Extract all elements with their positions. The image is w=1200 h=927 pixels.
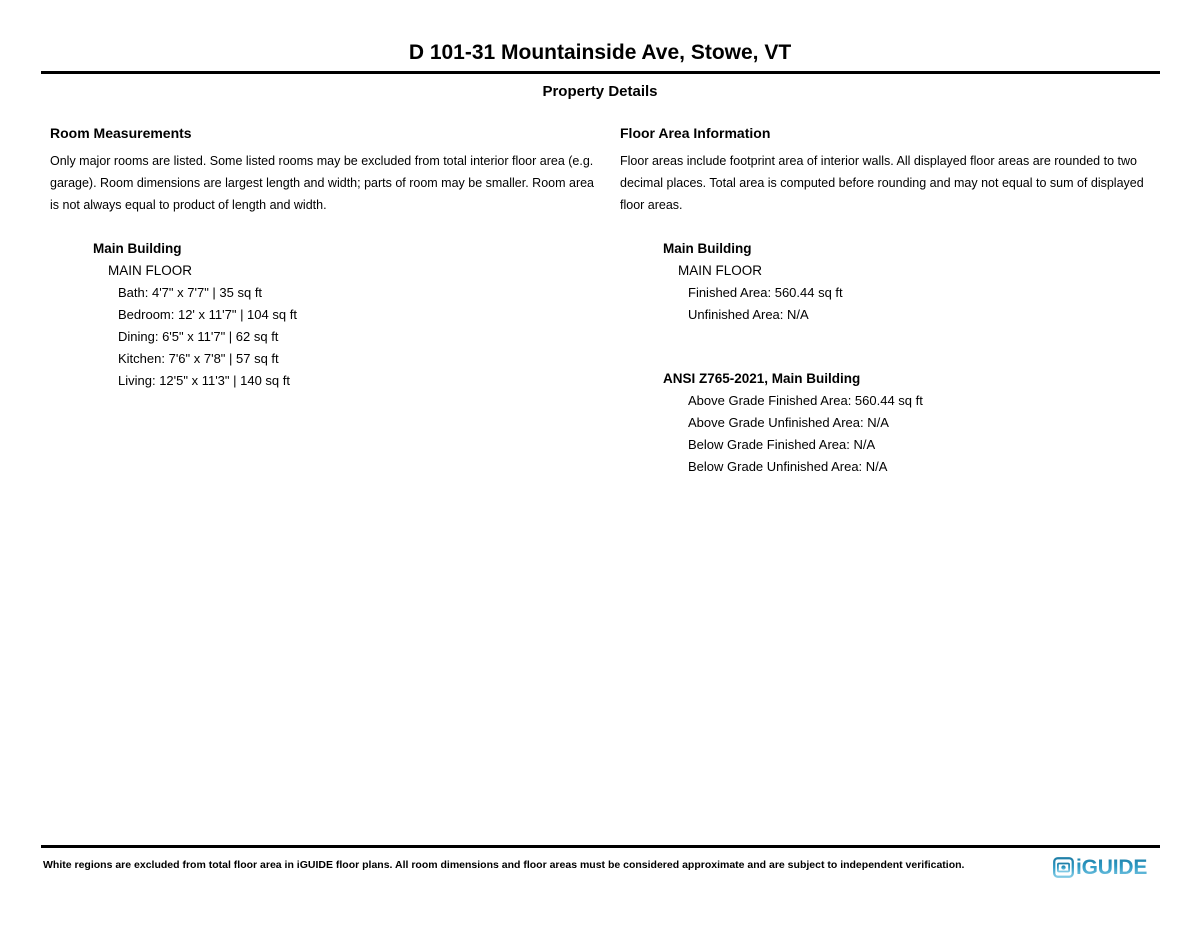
iguide-mark-icon (1053, 857, 1074, 878)
room-measurements-heading: Room Measurements (50, 125, 192, 141)
floor-area-column (620, 124, 1165, 478)
room-measurements-column (50, 124, 595, 392)
floor-area-building-group (620, 238, 1165, 326)
room-measurements-note: Only major rooms are listed. Some listed rooms may be excluded from total interior floor area (e.g. garage). Room dimensions are largest length and width; parts of room may be smaller. Room area is not always equal to product of length and width. (50, 154, 595, 212)
floor-area-list (688, 282, 1165, 326)
list-item: Bedroom: 12' x 11'7" | 104 sq ft (118, 307, 297, 322)
iguide-logo (1053, 857, 1147, 878)
footer-divider (41, 845, 1160, 848)
list-item: Unfinished Area: N/A (688, 307, 809, 322)
floor-area-note: Floor areas include footprint area of interior walls. All displayed floor areas are rounded to two decimal places. Total area is computed before rounding and may not equal to sum of displayed floor areas. (620, 154, 1144, 212)
floor-area-heading: Floor Area Information (620, 125, 771, 141)
page-title: D 101-31 Mountainside Ave, Stowe, VT (408, 41, 792, 64)
header-divider (41, 71, 1160, 74)
list-item: Below Grade Finished Area: N/A (688, 437, 876, 452)
list-item: Below Grade Unfinished Area: N/A (688, 459, 888, 474)
ansi-group (620, 368, 1165, 478)
list-item: Above Grade Finished Area: 560.44 sq ft (688, 393, 923, 408)
list-item: Above Grade Unfinished Area: N/A (688, 415, 889, 430)
room-building-group (50, 238, 595, 392)
floor-area-building-floor: MAIN FLOOR (678, 263, 763, 278)
list-item: Kitchen: 7'6" x 7'8" | 57 sq ft (118, 351, 279, 366)
list-item: Living: 12'5" x 11'3" | 140 sq ft (118, 373, 290, 388)
iguide-wordmark: iGUIDE (1076, 856, 1148, 879)
ansi-standard-name: ANSI Z765-2021, Main Building (663, 371, 861, 386)
ansi-area-list (688, 390, 1165, 478)
page-subtitle: Property Details (542, 83, 658, 100)
floor-area-building-name: Main Building (663, 241, 752, 256)
room-building-floor: MAIN FLOOR (108, 263, 193, 278)
list-item: Finished Area: 560.44 sq ft (688, 285, 843, 300)
room-list (118, 282, 595, 392)
list-item: Bath: 4'7" x 7'7" | 35 sq ft (118, 285, 263, 300)
footer-disclaimer: White regions are excluded from total floor area in iGUIDE floor plans. All room dimensions and floor areas must be considered approximate and are subject to independent verification. (43, 859, 965, 871)
list-item: Dining: 6'5" x 11'7" | 62 sq ft (118, 329, 279, 344)
room-building-name: Main Building (93, 241, 182, 256)
